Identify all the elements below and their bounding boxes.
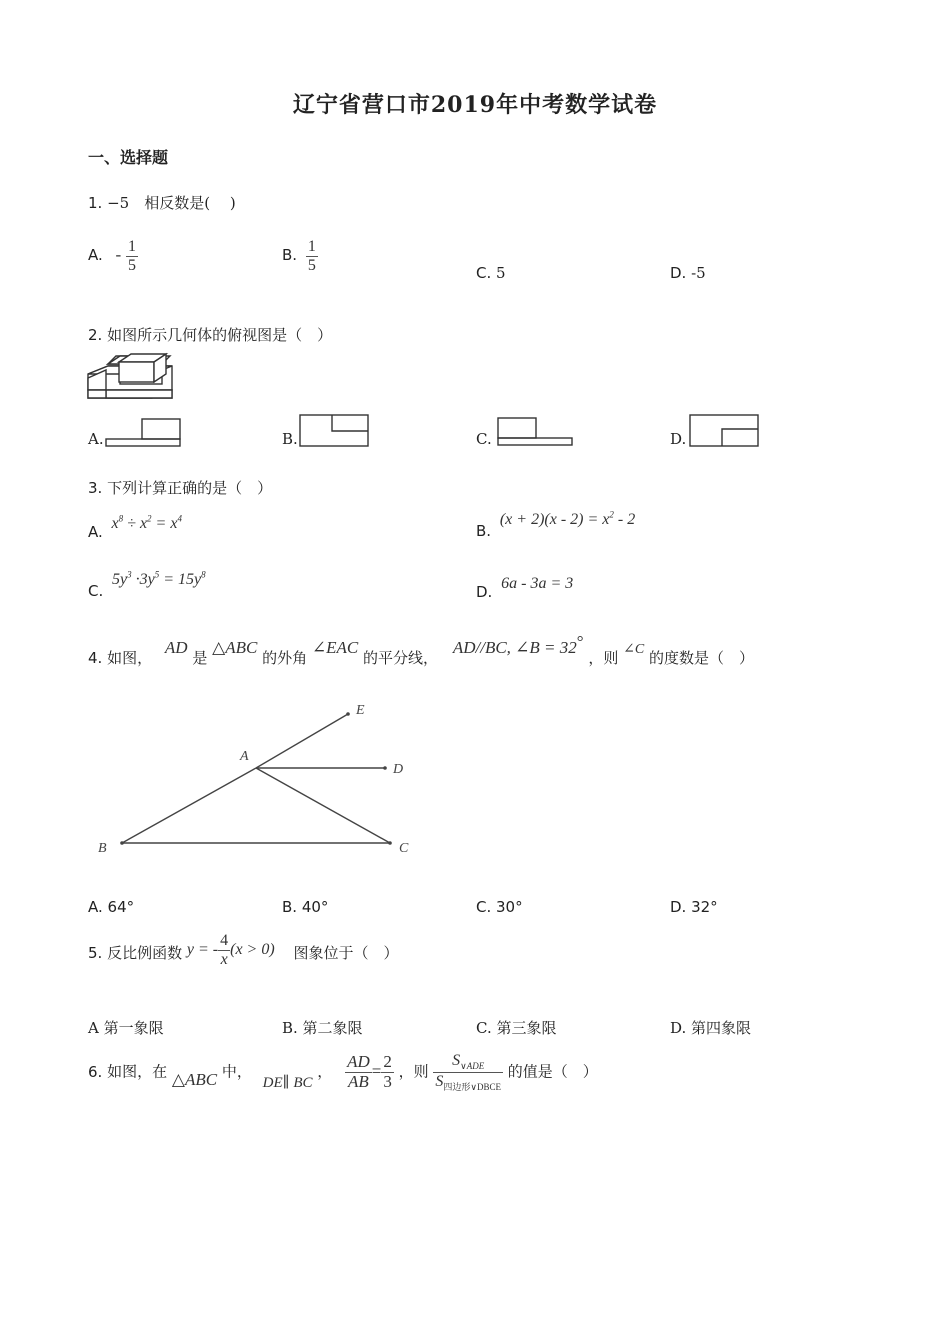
fraction: $\frac{1}{5}$ bbox=[307, 238, 316, 274]
q5-option-c: C. 第三象限 bbox=[476, 1019, 557, 1037]
question-number: 1. bbox=[88, 194, 103, 212]
q1-option-d: D. -5 bbox=[670, 264, 706, 282]
q3-option-c: C. $5y^3 \cdot 3y^5 = 15y^8$ bbox=[88, 570, 206, 601]
question-stem: −5 相反数是( ) bbox=[107, 194, 236, 212]
q1-option-a: A. - $\frac{1}{5}$ bbox=[88, 238, 136, 274]
label-b: B bbox=[98, 841, 107, 856]
q1-option-c: C. 5 bbox=[476, 264, 506, 282]
area-ratio-fraction: $\frac{S_{\vee ADE}}{S_{四边形\vee DBCE}}$ bbox=[435, 1052, 502, 1093]
label-e: E bbox=[356, 703, 365, 718]
q5-option-b: B. 第二象限 bbox=[282, 1019, 363, 1037]
fraction: $\frac{2}{3}$ bbox=[383, 1052, 392, 1092]
q3-option-a: A. $x^8 \div x^2 = x^4$ bbox=[88, 514, 182, 542]
page-title: 辽宁省营口市2019年中考数学试卷 bbox=[292, 92, 658, 118]
fraction: $\frac{1}{5}$ bbox=[128, 238, 136, 274]
option-a-figure bbox=[104, 417, 182, 449]
q5-option-a: A 第一象限 bbox=[88, 1019, 164, 1037]
fraction: $\frac{AD}{AB}$ bbox=[347, 1052, 370, 1092]
question-3: 3. 下列计算正确的是（ ） bbox=[88, 479, 273, 497]
q4-option-c: C. 30° bbox=[476, 898, 523, 916]
option-c-figure bbox=[496, 416, 574, 449]
q1-option-b: B. $\frac{1}{5}$ bbox=[282, 238, 316, 274]
q2-option-a: A. bbox=[88, 430, 104, 448]
q4-option-a: A. 64° bbox=[88, 898, 135, 916]
section-heading: 一、选择题 bbox=[88, 148, 169, 167]
q3-option-b: B. $(x + 2)(x - 2) = x^2 - 2$ bbox=[476, 510, 636, 541]
q5-option-d: D. 第四象限 bbox=[670, 1019, 752, 1037]
q2-option-d: D. bbox=[670, 430, 687, 448]
q3-option-d: D. 6a - 3a = 3 bbox=[476, 575, 574, 601]
option-d-figure bbox=[688, 413, 760, 449]
label-d: D bbox=[393, 762, 404, 777]
q4-option-b: B. 40° bbox=[282, 898, 329, 916]
triangle-figure bbox=[90, 690, 430, 865]
option-b-figure bbox=[298, 413, 370, 449]
q2-option-c: C. bbox=[476, 430, 492, 448]
question-1 bbox=[88, 192, 236, 213]
question-4: 4. 如图， AD 是 △ABC 的外角 ∠EAC 的平分线， AD//BC, ∠B = 32° ，则 ∠C 的度数是（ ） bbox=[88, 632, 755, 667]
question-2: 2. 如图所示几何体的俯视图是（ ） bbox=[88, 326, 333, 344]
question-6: 6. 如图，在 △ABC 中， DE∥ BC ， $\frac{AD}{AB}$ = $\frac{2}{3}$ ，则 $\frac{S_{\vee ADE}}{S_{四边形\vee DBCE}}$ 的值是（ ） bbox=[88, 1052, 598, 1093]
solid-figure bbox=[86, 352, 176, 400]
q2-option-b: B. bbox=[282, 430, 298, 448]
label-a: A bbox=[240, 749, 249, 764]
question-5: 5. 反比例函数 y = - $\frac{4}{x}$ (x > 0) 图象位于（ ） bbox=[88, 932, 399, 968]
fraction: $\frac{4}{x}$ bbox=[220, 932, 229, 968]
label-c: C bbox=[399, 841, 409, 856]
q4-option-d: D. 32° bbox=[670, 898, 718, 916]
